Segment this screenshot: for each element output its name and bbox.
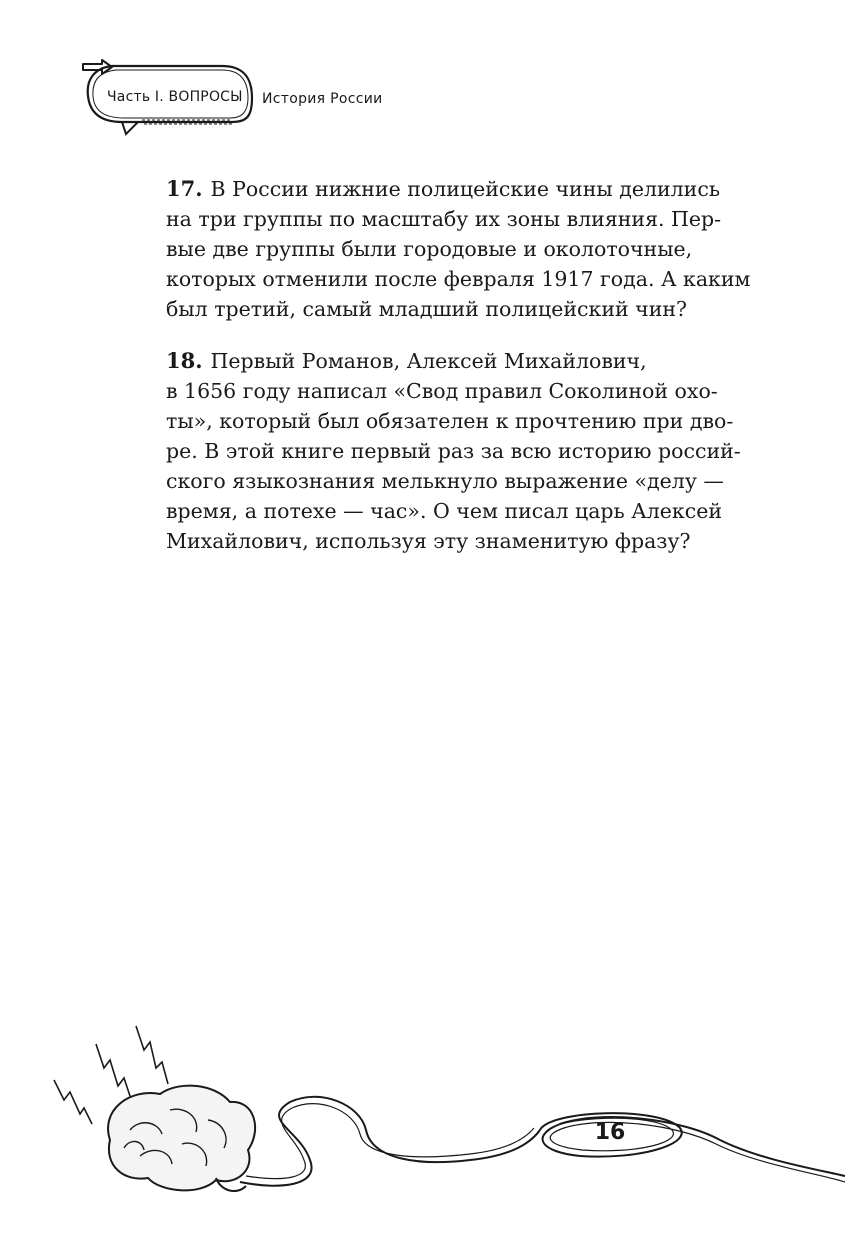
question-line: на три группы по масштабу их зоны влияния. Пер- — [166, 207, 722, 231]
question-17 — [166, 174, 751, 324]
question-18 — [166, 346, 741, 556]
question-line: время, а потехе — час». О чем писал царь Алексей — [166, 499, 722, 523]
arrow-right-icon — [82, 58, 114, 76]
page-number: 16 — [594, 1120, 626, 1145]
question-line: 18. Первый Романов, Алексей Михайлович, — [166, 348, 647, 373]
question-line: ре. В этой книге первый раз за всю историю россий- — [166, 439, 741, 463]
question-line: в 1656 году написал «Свод правил Соколиной охо- — [166, 379, 718, 403]
question-line: 17. В России нижние полицейские чины делились — [166, 176, 720, 201]
footer-illustration — [40, 1010, 845, 1210]
question-line: Михайлович, используя эту знаменитую фразу? — [166, 529, 691, 553]
running-header — [82, 58, 442, 142]
question-line: ты», который был обязателен к прочтению при дво- — [166, 409, 734, 433]
question-line: ского языкознания мелькнуло выражение «делу — — [166, 469, 724, 493]
question-line: был третий, самый младший полицейский чин? — [166, 297, 688, 321]
part-label: Часть I. ВОПРОСЫ — [107, 89, 243, 105]
page-content — [166, 174, 751, 578]
question-line: которых отменили после февраля 1917 года. А каким — [166, 267, 751, 291]
question-number: 18. — [166, 348, 203, 373]
question-number: 17. — [166, 176, 203, 201]
brain-icon — [40, 1010, 845, 1210]
section-label: История России — [262, 91, 383, 107]
question-line: вые две группы были городовые и околоточные, — [166, 237, 693, 261]
